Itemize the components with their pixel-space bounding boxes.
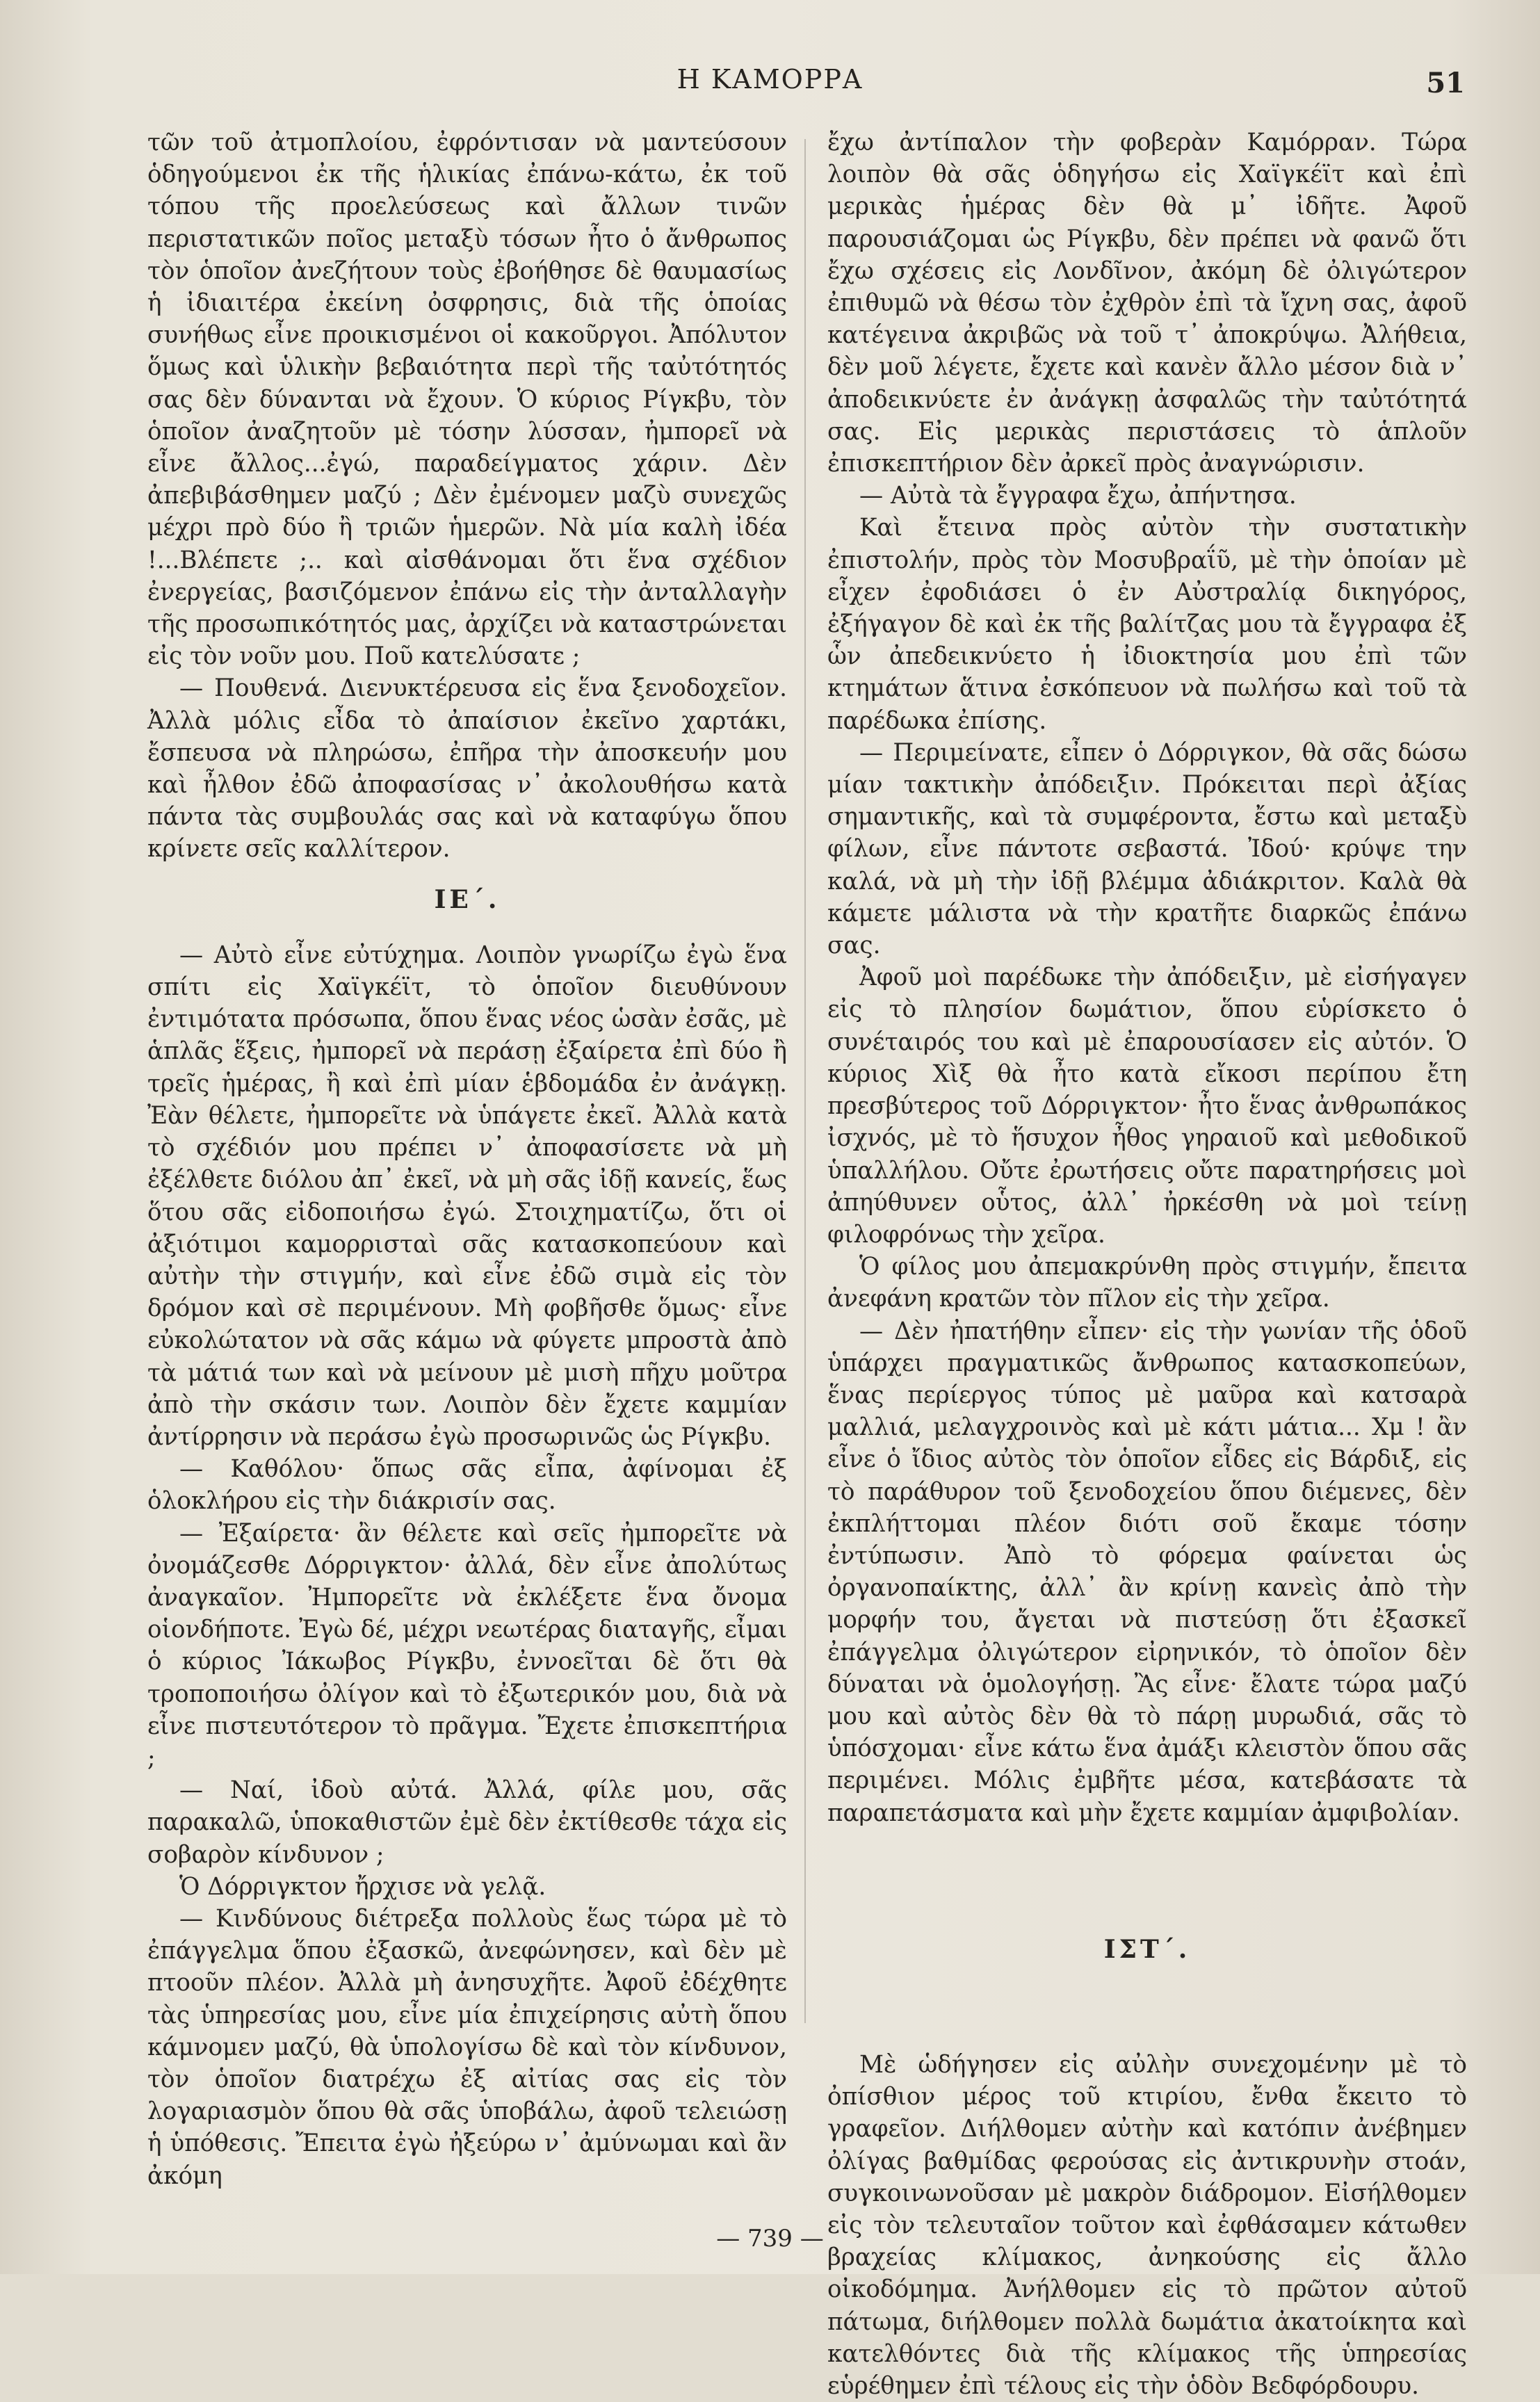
paragraph: — Πουθενά. Διενυκτέρευσα εἰς ἕνα ξενοδοχεῖον. Ἀλλὰ μόλις εἶδα τὸ ἀπαίσιον ἐκεῖνο χαρτάκι, ἔσπευσα νὰ πληρώσω, ἐπῆρα τὴν ἀποσκευήν μου καὶ ἦλθον ἐδῶ ἀποφασίσας ν᾽ ἀκολουθήσω κατὰ πάντα τὰς συμβουλάς σας καὶ νὰ καταφύγω ὅπου κρίνετε σεῖς καλλίτερον. [147, 674, 787, 863]
left-column [147, 127, 787, 2192]
paragraph: Μὲ ὡδήγησεν εἰς αὐλὴν συνεχομένην μὲ τὸ ὀπίσθιον μέρος τοῦ κτιρίου, ἔνθα ἔκειτο τὸ γραφεῖον. Διήλθομεν αὐτὴν καὶ κατόπιν ἀνέβημεν ὀλίγας βαθμίδας φερούσας εἰς ἀντικρυνὴν στοάν, συγκοινωνοῦσαν μὲ μακρὸν διάδρομον. Εἰσήλθομεν εἰς τὸν τελευταῖον τοῦτον καὶ ἐφθάσαμεν κάτωθεν βραχείας κλίμακος, ἀνηκούσης εἰς ἄλλο οἰκοδόμημα. Ἀνήλθομεν εἰς τὸ πρῶτον αὐτοῦ πάτωμα, διήλθομεν πολλὰ δωμάτια ἀκατοίκητα καὶ κατελθόντες διὰ τῆς κλίμακος τῆς ὑπηρεσίας εὑρέθημεν ἐπὶ τέλους εἰς τὴν ὁδὸν Βεδφόρδουρυ. [827, 2050, 1467, 2400]
paragraph: — Καθόλου· ὅπως σᾶς εἶπα, ἀφίνομαι ἐξ ὁλοκλήρου εἰς τὴν διάκρισίν σας. [147, 1455, 787, 1516]
paragraph: — Ἐξαίρετα· ἂν θέλετε καὶ σεῖς ἠμπορεῖτε νὰ ὀνομάζεσθε Δόρριγκτον· ἀλλά, δὲν εἶνε ἀπολύτως ἀναγκαῖον. Ἠμπορεῖτε νὰ ἐκλέξετε ἕνα ὄνομα οἱονδήποτε. Ἐγὼ δέ, μέχρι νεωτέρας διαταγῆς, εἶμαι ὁ κύριος Ἰάκωβος Ρίγκβυ, ἐννοεῖται δὲ ὅτι θὰ τροποποιήσω ὀλίγον καὶ τὸ ἐξωτερικόν μου, διὰ νὰ εἶνε πιστευτότερον τὸ πρᾶγμα. Ἔχετε ἐπισκεπτήρια ; [147, 1519, 787, 1772]
right-column [827, 127, 1467, 2402]
folio-footer: — 739 — [716, 2225, 824, 2253]
column-divider [804, 139, 806, 2023]
paragraph: Ὁ Δόρριγκτον ἤρχισε νὰ γελᾷ. [179, 1872, 546, 1901]
page-number: 51 [1426, 67, 1465, 99]
paragraph: Καὶ ἔτεινα πρὸς αὐτὸν τὴν συστατικὴν ἐπιστολήν, πρὸς τὸν Μοσυβραΐῦ, μὲ τὴν ὁποίαν μὲ εἶχεν ἐφοδιάσει ὁ ἐν Αὐστραλίᾳ δικηγόρος, ἐξήγαγον δὲ καὶ ἐκ τῆς βαλίτζας μου τὰ ἔγγραφα ἐξ ὧν ἀπεδεικνύετο ἡ ἰδιοκτησία μου ἐπὶ τῶν κτημάτων ἅτινα ἐσκόπευον νὰ πωλήσω καὶ τοῦ τὰ παρέδωκα ἐπίσης. [827, 514, 1467, 735]
section-heading: ΙΕ΄. [434, 884, 501, 914]
paragraph: ἔχω ἀντίπαλον τὴν φοβερὰν Καμόρραν. Τώρα λοιπὸν θὰ σᾶς ὁδηγήσω εἰς Χαϊγκέϊτ καὶ ἐπὶ μερικὰς ἡμέρας δὲν θὰ μ᾽ ἰδῆτε. Ἀφοῦ παρουσιάζομαι ὡς Ρίγκβυ, δὲν πρέπει νὰ φανῶ ὅτι ἔχω σχέσεις εἰς Λονδῖνον, ἀκόμη δὲ ὀλιγώτερον ἐπιθυμῶ νὰ θέσω τὸν ἐχθρὸν ἐπὶ τὰ ἴχνη σας, ἀφοῦ κατέγεινα ἀκριβῶς νὰ τοῦ τ᾽ ἀποκρύψω. Ἀλήθεια, δὲν μοῦ λέγετε, ἔχετε καὶ κανὲν ἄλλο μέσον διὰ ν᾽ ἀποδεικνύετε ἐν ἀνάγκῃ ἀσφαλῶς τὴν ταὐτότητά σας. Εἰς μερικὰς περιστάσεις τὸ ἁπλοῦν ἐπισκεπτήριον δὲν ἀρκεῖ πρὸς ἀναγνώρισιν. [827, 129, 1467, 478]
paragraph: — Αὐτὸ εἶνε εὐτύχημα. Λοιπὸν γνωρίζω ἐγὼ ἕνα σπίτι εἰς Χαϊγκέϊτ, τὸ ὁποῖον διευθύνουν ἐντιμότατα πρόσωπα, ὅπου ἕνας νέος ὡσὰν ἐσᾶς, μὲ ἁπλᾶς ἕξεις, ἠμπορεῖ νὰ περάσῃ ἐξαίρετα ἐπὶ δύο ἢ τρεῖς ἡμέρας, ἢ καὶ ἐπὶ μίαν ἑβδομάδα ἐν ἀνάγκῃ. Ἐὰν θέλετε, ἠμπορεῖτε νὰ ὑπάγετε ἐκεῖ. Ἀλλὰ κατὰ τὸ σχέδιόν μου πρέπει ν᾽ ἀποφασίσετε νὰ μὴ ἐξέλθετε διόλου ἀπ᾽ ἐκεῖ, νὰ μὴ σᾶς ἰδῇ κανείς, ἕως ὅτου σᾶς εἰδοποιήσω ἐγώ. Στοιχηματίζω, ὅτι οἱ ἀξιότιμοι καμορρισταὶ σᾶς κατασκοπεύουν καὶ αὐτὴν τὴν στιγμήν, καὶ εἶνε ἐδῶ σιμὰ εἰς τὸν δρόμον καὶ σὲ περιμένουν. Μὴ φοβῆσθε ὅμως· εἶνε εὐκολώτατον νὰ σᾶς κάμω νὰ φύγετε μπροστὰ ἀπὸ τὰ μάτιά των καὶ νὰ μείνουν μὲ μισὴ πῆχυ μοῦτρα ἀπὸ τὴν σκάσιν των. Λοιπὸν δὲν ἔχετε καμμίαν ἀντίρρησιν νὰ περάσω ἐγὼ προσωρινῶς ὡς Ρίγκβυ. [147, 941, 787, 1451]
paragraph: Ἀφοῦ μοὶ παρέδωκε τὴν ἀπόδειξιν, μὲ εἰσήγαγεν εἰς τὸ πλησίον δωμάτιον, ὅπου εὑρίσκετο ὁ συνέταιρός του καὶ μὲ ἐπαρουσίασεν εἰς αὐτόν. Ὁ κύριος Χὶξ θὰ ἦτο κατὰ εἴκοσι περίπου ἔτη πρεσβύτερος τοῦ Δόρριγκτον· ἦτο ἕνας ἀνθρωπάκος ἰσχνός, μὲ τὸ ἥσυχον ἦθος γηραιοῦ καὶ μεθοδικοῦ ὑπαλλήλου. Οὔτε ἐρωτήσεις οὔτε παρατηρήσεις μοὶ ἀπηύθυνεν οὗτος, ἀλλ᾽ ἠρκέσθη νὰ μοὶ τείνῃ φιλοφρόνως τὴν χεῖρα. [827, 964, 1467, 1249]
section-heading: ΙΣΤ΄. [1103, 1934, 1191, 1964]
paragraph: Ὁ φίλος μου ἀπεμακρύνθη πρὸς στιγμήν, ἔπειτα ἀνεφάνη κρατῶν τὸν πῖλον εἰς τὴν χεῖρα. [827, 1253, 1467, 1313]
paragraph: — Ναί, ἰδοὺ αὐτά. Ἀλλά, φίλε μου, σᾶς παρακαλῶ, ὑποκαθιστῶν ἐμὲ δὲν ἐκτίθεσθε τάχα εἰς σοβαρὸν κίνδυνον ; [147, 1776, 787, 1869]
paragraph: — Αὐτὰ τὰ ἔγγραφα ἔχω, ἀπήντησα. [859, 482, 1297, 510]
running-head: Η ΚΑΜΟΡΡΑ [676, 64, 864, 95]
paragraph: — Κινδύνους διέτρεξα πολλοὺς ἕως τώρα μὲ τὸ ἐπάγγελμα ὅπου ἐξασκῶ, ἀνεφώνησεν, καὶ δὲν μὲ πτοοῦν πλέον. Ἀλλὰ μὴ ἀνησυχῆτε. Ἀφοῦ ἐδέχθητε τὰς ὑπηρεσίας μου, εἶνε μία ἐπιχείρησις αὐτὴ ὅπου κάμνομεν μαζύ, θὰ ὑπολογίσω δὲ καὶ τὸν κίνδυνον, τὸν ὁποῖον διατρέχω ἐξ αἰτίας σας εἰς τὸν λογαριασμὸν ὅπου θὰ σᾶς ὑποβάλω, ἀφοῦ τελειώσῃ ἡ ὑπόθεσις. Ἔπειτα ἐγὼ ἠξεύρω ν᾽ ἀμύνωμαι καὶ ἂν ἀκόμη [147, 1904, 787, 2190]
page-header [0, 64, 1540, 120]
paragraph: τῶν τοῦ ἀτμοπλοίου, ἐφρόντισαν νὰ μαντεύσουν ὁδηγούμενοι ἐκ τῆς ἡλικίας ἐπάνω-κάτω, ἐκ τοῦ τόπου τῆς προελεύσεως καὶ ἄλλων τινῶν περιστατικῶν ποῖος μεταξὺ τόσων ἦτο ὁ ἄνθρωπος τὸν ὁποῖον ἀνεζήτουν τοὺς ἐβοήθησε δὲ θαυμασίως ἡ ἰδιαιτέρα ἐκείνη ὀσφρησις, διὰ τῆς ὁποίας συνήθως εἶνε προικισμένοι οἱ κακοῦργοι. Ἀπόλυτον ὅμως καὶ ὑλικὴν βεβαιότητα περὶ τῆς ταὐτότητός σας δὲν δύνανται νὰ ἔχουν. Ὁ κύριος Ρίγκβυ, τὸν ὁποῖον ἀναζητοῦν μὲ τόσην λύσσαν, ἠμπορεῖ νὰ εἶνε ἄλλος...ἐγώ, παραδείγματος χάριν. Δὲν ἀπεβιβάσθημεν μαζύ ; Δὲν ἐμένομεν μαζὺ συνεχῶς μέχρι πρὸ δύο ἢ τριῶν ἡμερῶν. Νὰ μία καλὴ ἰδέα !...Βλέπετε ;.. καὶ αἰσθάνομαι ὅτι ἕνα σχέδιον ἐνεργείας, βασιζόμενον ἐπάνω εἰς τὴν ἀνταλλαγὴν τῆς προσωπικότητός μας, ἀρχίζει νὰ καταστρώνεται εἰς τὸν νοῦν μου. Ποῦ κατελύσατε ; [147, 129, 787, 671]
paragraph: — Περιμείνατε, εἶπεν ὁ Δόρριγκον, θὰ σᾶς δώσω μίαν τακτικὴν ἀπόδειξιν. Πρόκειται περὶ ἀξίας σημαντικῆς, καὶ τὰ συμφέροντα, ἔστω καὶ μεταξὺ φίλων, εἶνε πάντοτε σεβαστά. Ἰδού· κρύψε την καλά, νὰ μὴ τὴν ἰδῇ βλέμμα ἀδιάκριτον. Καλὰ θὰ κάμετε μάλιστα νὰ τὴν κρατῆτε διαρκῶς ἐπάνω σας. [827, 738, 1467, 960]
paragraph: — Δὲν ἠπατήθην εἶπεν· εἰς τὴν γωνίαν τῆς ὁδοῦ ὑπάρχει πραγματικῶς ἄνθρωπος κατασκοπεύων, ἕνας περίεργος τύπος μὲ μαῦρα καὶ κατσαρὰ μαλλιά, μελαγχροινὸς καὶ μὲ κάτι μάτια... Χμ ! ἂν εἶνε ὁ ἴδιος αὐτὸς τὸν ὁποῖον εἶδες εἰς Βάρδιξ, εἰς τὸ παράθυρον τοῦ ξενοδοχείου ὅπου διέμενες, δὲν ἐκπλήττομαι πλέον διότι σοῦ ἔκαμε τόσην ἐντύπωσιν. Ἀπὸ τὸ φόρεμα φαίνεται ὡς ὀργανοπαίκτης, ἀλλ᾽ ἂν κρίνῃ κανεὶς ἀπὸ τὴν μορφήν του, ἄγεται νὰ πιστεύσῃ ὅτι ἐξασκεῖ ἐπάγγελμα ὀλιγώτερον εἰρηνικόν, τὸ ὁποῖον δὲν δύναται νὰ ὁμολογήσῃ. Ἂς εἶνε· ἔλατε τώρα μαζύ μου καὶ αὐτὸς δὲν θὰ τὸ πάρῃ μυρωδιά, σᾶς τὸ ὑπόσχομαι· εἶνε κάτω ἕνα ἀμάξι κλειστὸν ὅπου σᾶς περιμένει. Μόλις ἐμβῆτε μέσα, κατεβάσατε τὰ παραπετάσματα καὶ μὴν ἔχετε καμμίαν ἀμφιβολίαν. [827, 1317, 1467, 1827]
